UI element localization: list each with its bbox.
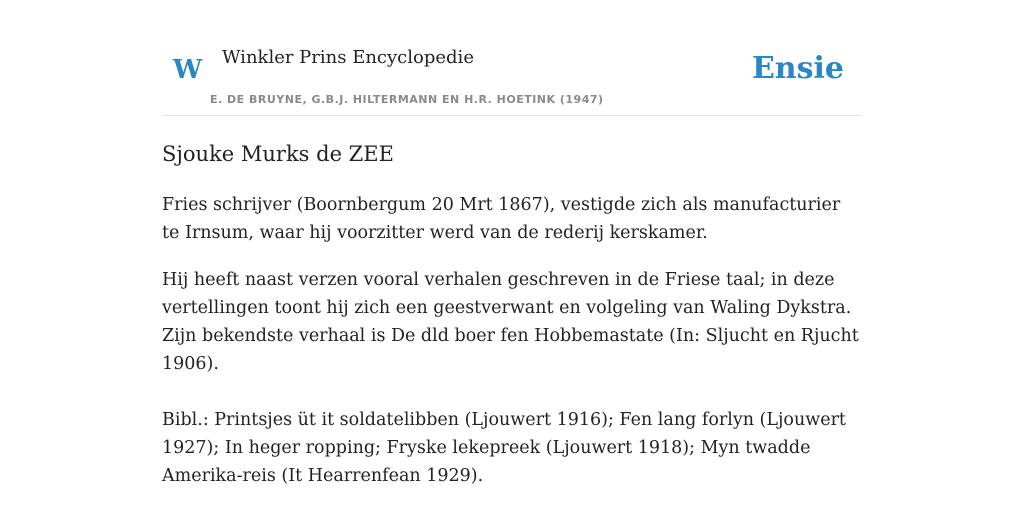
winkler-prins-logo[interactable]: W xyxy=(173,55,203,85)
entry-paragraph-2: Hij heeft naast verzen vooral verhalen geschreven in de Friese taal; in deze vertellingen toont hij zich een geestverwant en volgeling van Waling Dykstra. Zijn bekendste verhaal is De dld boer fen Hobbemastate (In: Sljucht en Rjucht 1906). xyxy=(162,270,859,374)
publication-authors: E. DE BRUYNE, G.B.J. HILTERMANN EN H.R. HOETINK (1947) xyxy=(210,93,604,106)
entry-content xyxy=(162,139,862,490)
ensie-brand-logo[interactable]: Ensie xyxy=(751,51,844,86)
entry-title: Sjouke Murks de ZEE xyxy=(162,142,394,166)
publication-title[interactable]: Winkler Prins Encyclopedie xyxy=(222,47,474,68)
entry-paragraph-1: Fries schrijver (Boornbergum 20 Mrt 1867), vestigde zich als manufacturier te Irnsum, waar hij voorzitter werd van de rederij kerskamer. xyxy=(162,195,841,243)
entry-bibliography: Bibl.: Printsjes üt it soldatelibben (Ljouwert 1916); Fen lang forlyn (Ljouwert 1927); In heger ropping; Fryske lekepreek (Ljouwert 1918); Myn twadde Amerika-reis (It Hearrenfean 1929). xyxy=(162,410,846,486)
page-header xyxy=(162,40,862,116)
